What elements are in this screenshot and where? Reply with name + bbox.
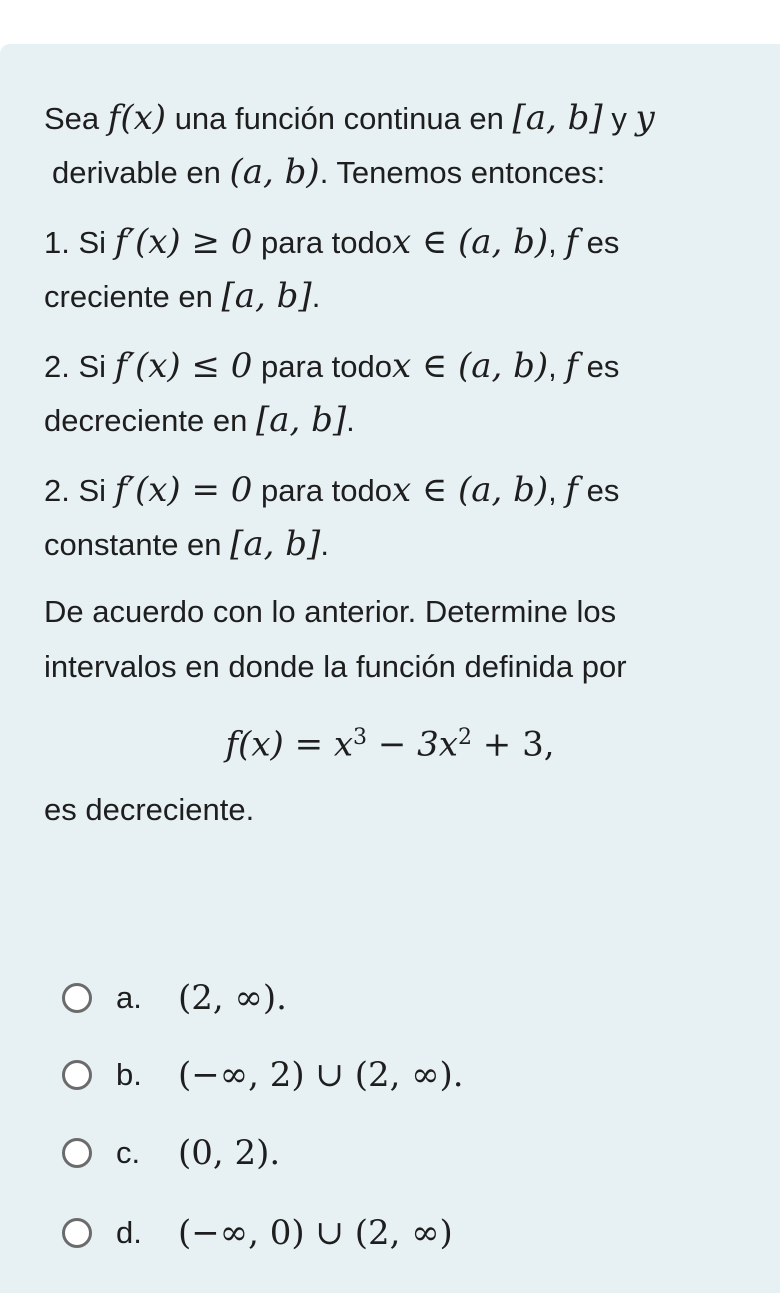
ask-line-2: intervalos en donde la función definida por — [44, 649, 627, 684]
text: una función continua en — [166, 101, 513, 136]
option-value: (0, 2). — [178, 1133, 281, 1173]
math-condition: f′(x) = 0 — [114, 470, 253, 510]
option-c[interactable] — [62, 1128, 280, 1178]
text: es — [577, 473, 620, 508]
option-d[interactable] — [62, 1208, 453, 1258]
text: Sea — [44, 101, 108, 136]
text: , — [548, 473, 566, 508]
formula-lhs: f(x) = x — [225, 724, 354, 765]
radio-button[interactable] — [62, 1060, 92, 1090]
math-condition: f′(x) ≤ 0 — [114, 346, 253, 386]
text: 1. Si — [44, 225, 115, 260]
rule-1-line-1 — [44, 222, 760, 263]
text: y — [602, 101, 636, 136]
rule-3-line-2 — [44, 524, 760, 565]
option-value: (−∞, 2) ∪ (2, ∞). — [178, 1055, 464, 1095]
text: para todo — [252, 225, 393, 260]
intro-line-2 — [52, 152, 760, 193]
math-domain: x ∈ (a, b) — [392, 470, 549, 510]
text: . Tenemos entonces: — [319, 155, 606, 190]
rule-1-line-2 — [44, 276, 760, 317]
text: para todo — [252, 473, 393, 508]
math-domain: x ∈ (a, b) — [392, 222, 549, 262]
text: es — [577, 225, 620, 260]
math-closed-interval: [a, b] — [255, 400, 347, 440]
option-value: (2, ∞). — [178, 978, 287, 1018]
ask-line-3: es decreciente. — [44, 792, 255, 827]
option-letter: b. — [116, 1057, 142, 1092]
text: para todo — [252, 349, 393, 384]
option-letter: d. — [116, 1215, 142, 1250]
rule-2-line-2 — [44, 400, 760, 441]
formula-exponent: 2 — [457, 725, 472, 750]
math-open-interval: (a, b) — [229, 152, 320, 192]
math-closed-interval: [a, b] — [512, 98, 603, 138]
option-letter: a. — [116, 980, 142, 1015]
intro-line-1 — [44, 98, 760, 139]
ask-line-1: De acuerdo con lo anterior. Determine los — [44, 594, 617, 629]
text: , — [548, 349, 566, 384]
text: . — [311, 279, 321, 314]
text: derivable en — [52, 155, 230, 190]
option-a[interactable] — [62, 973, 287, 1023]
text: , — [548, 225, 566, 260]
rule-2-line-1 — [44, 346, 760, 387]
formula-middle: − 3x — [367, 724, 458, 765]
text: creciente en — [44, 279, 222, 314]
rule-3-line-1 — [44, 470, 760, 511]
text: 2. Si — [44, 473, 115, 508]
math-domain: x ∈ (a, b) — [392, 346, 549, 386]
formula — [0, 718, 780, 765]
text: 2. Si — [44, 349, 115, 384]
math-closed-interval: [a, b] — [230, 524, 321, 564]
text: constante en — [44, 527, 231, 562]
option-letter: c. — [116, 1135, 141, 1170]
formula-exponent: 3 — [353, 725, 368, 750]
math-closed-interval: [a, b] — [221, 276, 312, 316]
math-y: y — [635, 98, 655, 138]
math-condition: f′(x) ≥ 0 — [114, 222, 253, 262]
math-f: f — [565, 470, 578, 510]
formula-rhs: + 3, — [471, 724, 555, 765]
text: . — [346, 403, 355, 438]
math-f: f — [565, 346, 578, 386]
math-fx: f(x) — [107, 98, 167, 138]
math-f: f — [565, 222, 578, 262]
text: decreciente en — [44, 403, 256, 438]
option-value: (−∞, 0) ∪ (2, ∞) — [178, 1213, 453, 1253]
text: es — [577, 349, 620, 384]
option-b[interactable] — [62, 1050, 464, 1100]
radio-button[interactable] — [62, 983, 92, 1013]
radio-button[interactable] — [62, 1138, 92, 1168]
text: . — [320, 527, 329, 562]
radio-button[interactable] — [62, 1218, 92, 1248]
